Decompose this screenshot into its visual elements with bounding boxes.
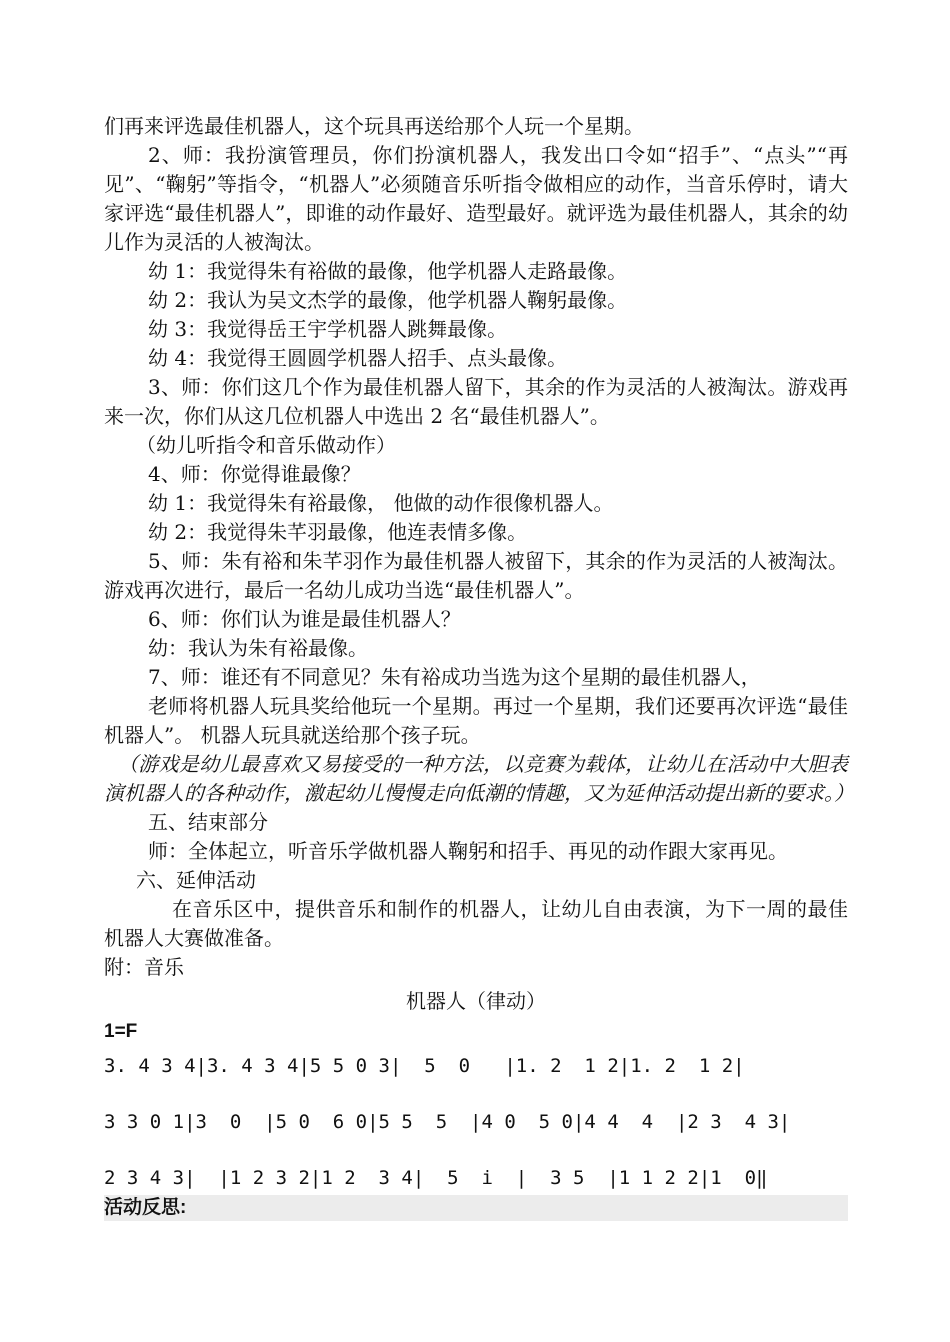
paragraph: 4、师：你觉得谁最像？ (148, 462, 361, 486)
paragraph: 幼 4：我觉得王圆圆学机器人招手、点头最像。 (148, 346, 568, 370)
paragraph: （幼儿听指令和音乐做动作） (136, 433, 396, 457)
paragraph: 3、师：你们这几个作为最佳机器人留下，其余的作为灵活的人被淘汰。游戏再来一次，你们从这几位机器人中选出 2 名“最佳机器人”。 (104, 375, 848, 428)
score-row: 3. 4 3 4|3. 4 3 4|5 5 0 3| 5 0 |1. 2 1 2|1. 2 1 2| (104, 1055, 745, 1077)
score-row: 2 3 4 3| |1 2 3 2|1 2 3 4| 5 i | 3 5 |1 1 2 2|1 0‖ (104, 1167, 768, 1189)
song-key: 1=F (104, 1021, 138, 1042)
paragraph: 幼 2：我认为吴文杰学的最像，他学机器人鞠躬最像。 (148, 288, 628, 312)
paragraph: 在音乐区中，提供音乐和制作的机器人，让幼儿自由表演，为下一周的最佳机器人大赛做准备。 (104, 897, 848, 950)
reflection-label: 活动反思: (104, 1195, 848, 1221)
paragraph: 们再来评选最佳机器人，这个玩具再送给那个人玩一个星期。 (104, 114, 644, 138)
paragraph: 2、师：我扮演管理员，你们扮演机器人，我发出口令如“招手”、“点头”“再见”、“鞠躬”等指令，“机器人”必须随音乐听指令做相应的动作，当音乐停时，请大家评选“最佳机器人”，即谁的动作最好、造型最好。就评选为最佳机器人，其余的幼儿作为灵活的人被淘汰。 (104, 143, 848, 254)
section-heading: 五、结束部分 (148, 810, 268, 834)
paragraph: 老师将机器人玩具奖给他玩一个星期。再过一个星期，我们还要再次评选“最佳机器人”。 机器人玩具就送给那个孩子玩。 (104, 694, 848, 747)
paragraph: 幼 3：我觉得岳王宇学机器人跳舞最像。 (148, 317, 508, 341)
section-heading: 六、延伸活动 (136, 868, 256, 892)
paragraph: 幼 1：我觉得朱有裕最像， 他做的动作很像机器人。 (148, 491, 614, 515)
paragraph: 7、师：谁还有不同意见？朱有裕成功当选为这个星期的最佳机器人， (148, 665, 761, 689)
paragraph: 5、师：朱有裕和朱芊羽作为最佳机器人被留下，其余的作为灵活的人被淘汰。游戏再次进行，最后一名幼儿成功当选“最佳机器人”。 (104, 549, 848, 602)
paragraph: 幼 2：我觉得朱芊羽最像，他连表情多像。 (148, 520, 528, 544)
document-page (104, 112, 854, 1221)
commentary-paragraph: （游戏是幼儿最喜欢又易接受的一种方法，以竞赛为载体，让幼儿在活动中大胆表演机器人的各种动作，激起幼儿慢慢走向低潮的情趣，又为延伸活动提出新的要求。） (104, 752, 854, 805)
appendix-label: 附：音乐 (104, 955, 184, 979)
paragraph: 幼 1：我觉得朱有裕做的最像，他学机器人走路最像。 (148, 259, 628, 283)
paragraph: 幼：我认为朱有裕最像。 (148, 636, 368, 660)
paragraph: 6、师：你们认为谁是最佳机器人？ (148, 607, 461, 631)
score-row: 3 3 0 1|3 0 |5 0 6 0|5 5 5 |4 0 5 0|4 4 4 |2 3 4 3| (104, 1111, 791, 1133)
song-title: 机器人（律动） (406, 989, 546, 1013)
paragraph: 师：全体起立，听音乐学做机器人鞠躬和招手、再见的动作跟大家再见。 (148, 839, 788, 863)
